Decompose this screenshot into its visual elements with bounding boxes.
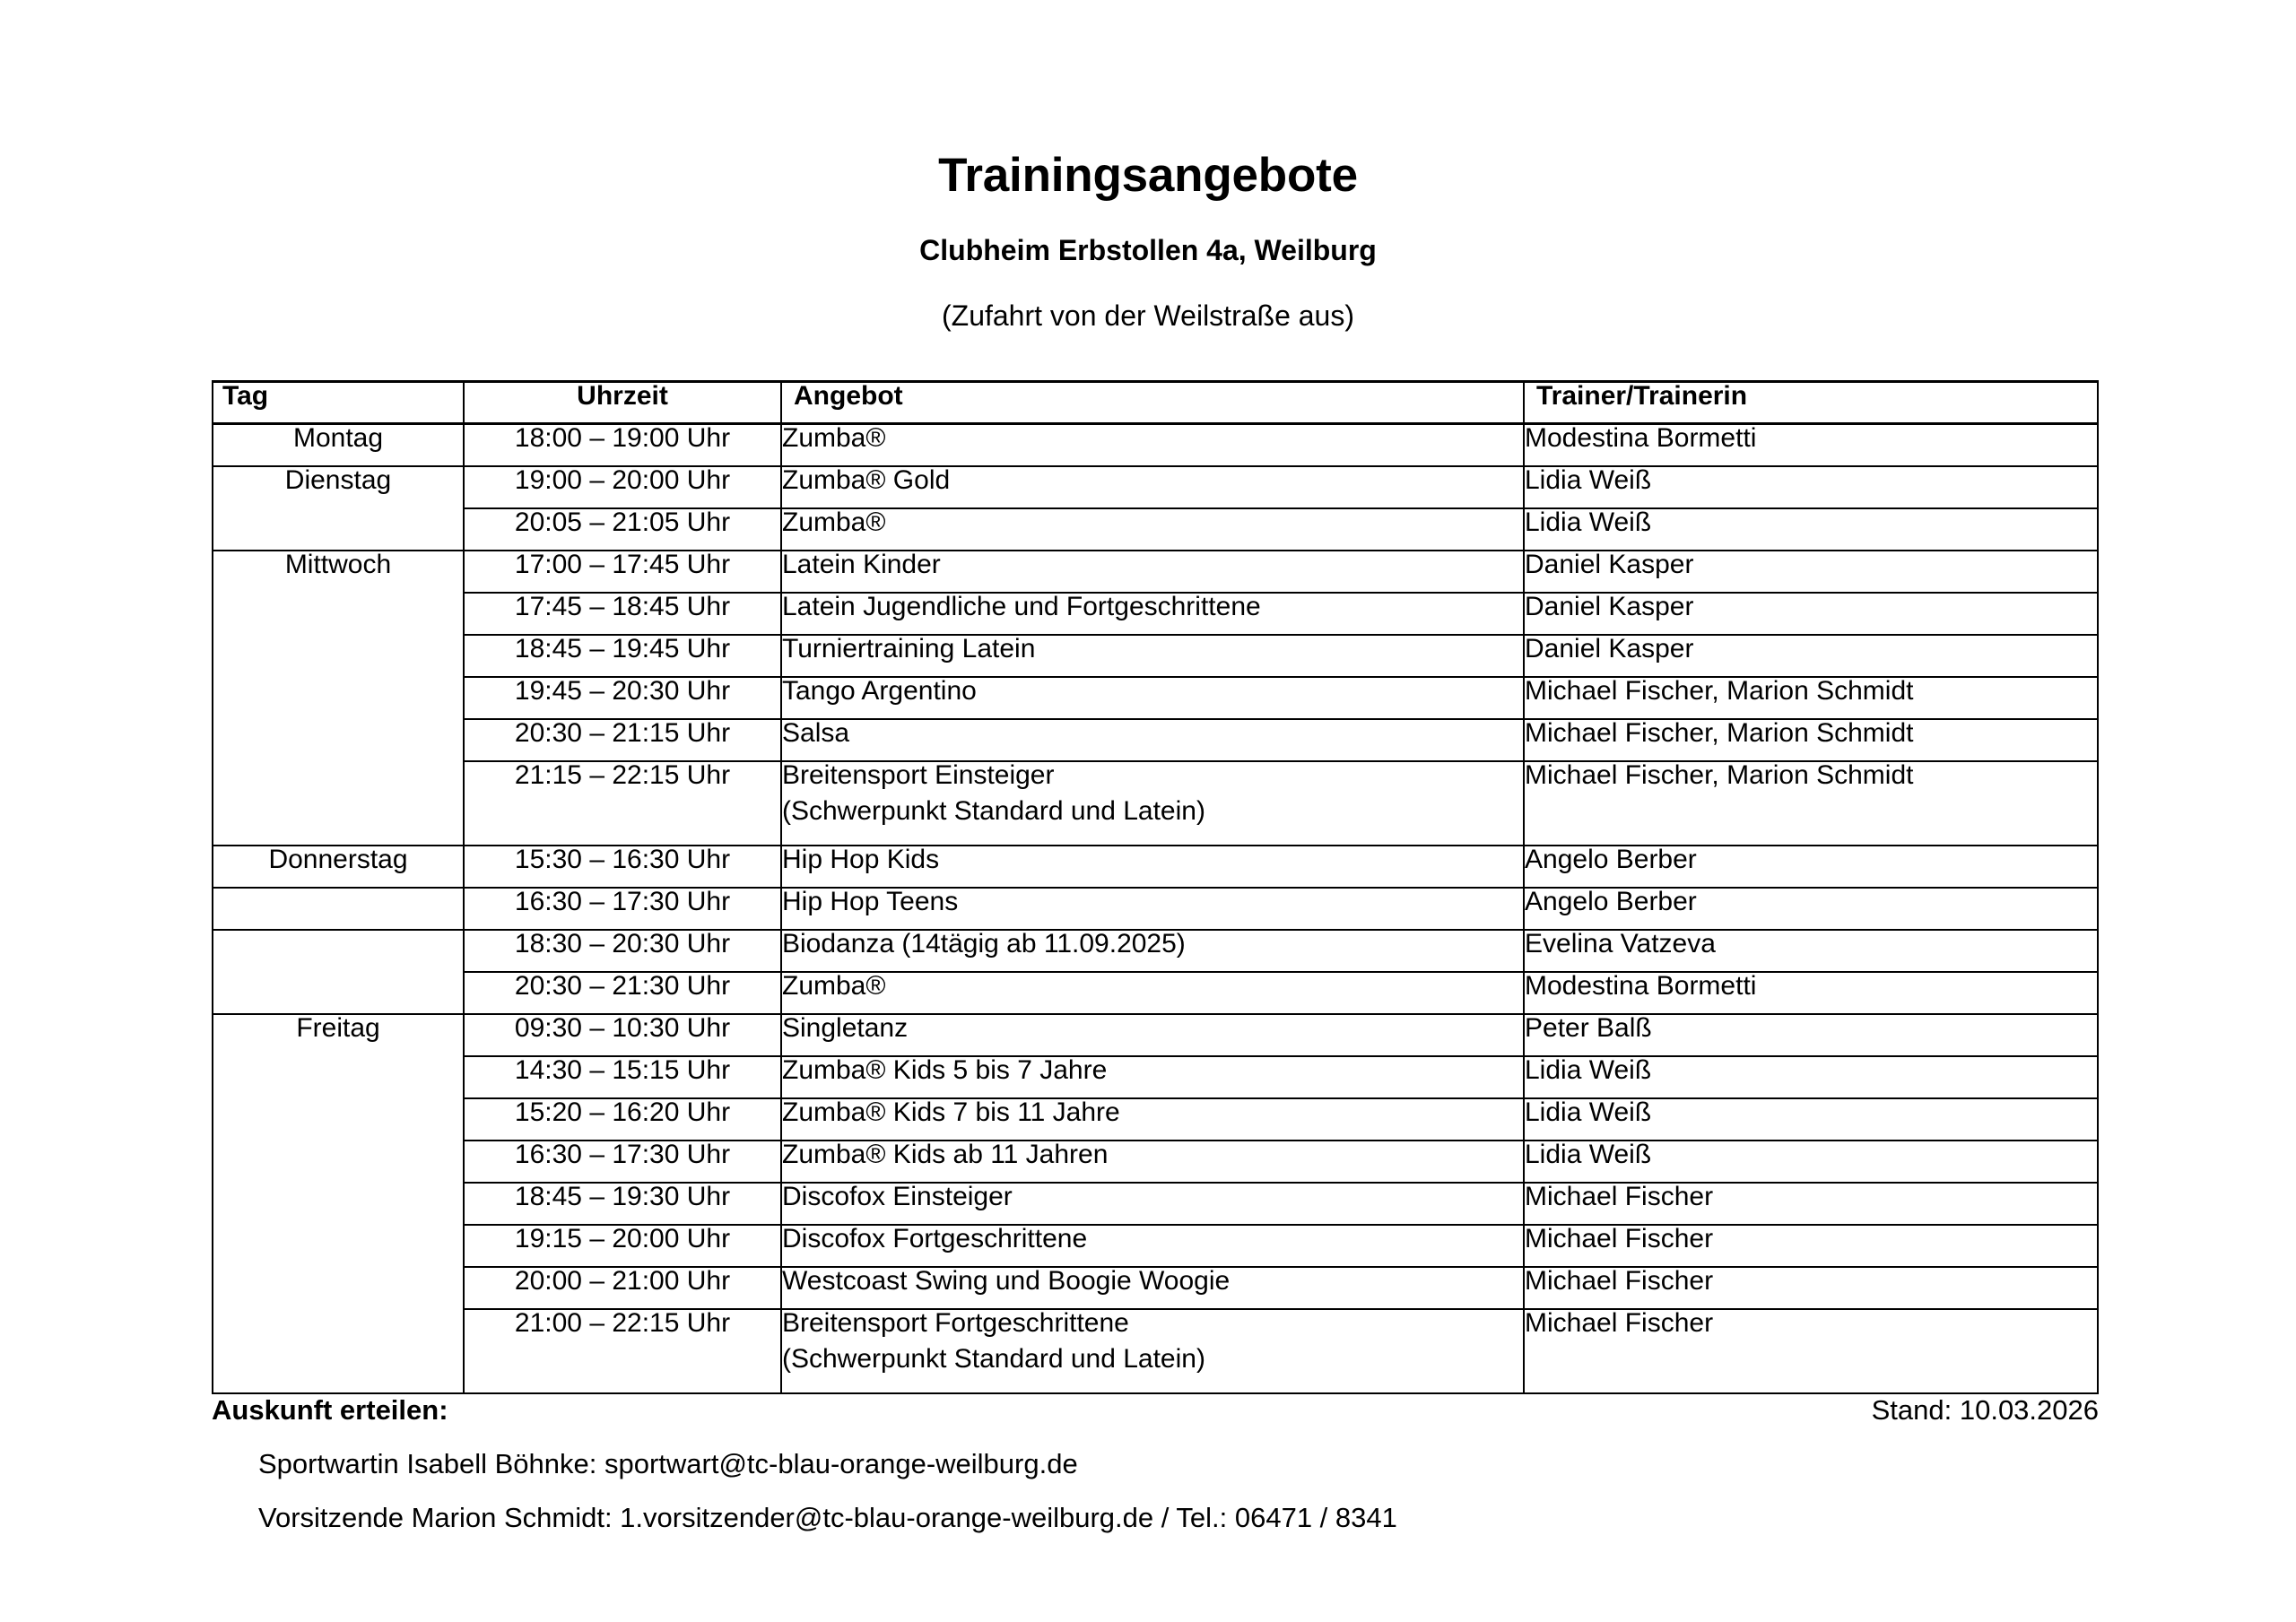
cell-trainer: Lidia Weiß [1524, 466, 2098, 508]
cell-trainer: Daniel Kasper [1524, 635, 2098, 677]
cell-trainer: Michael Fischer, Marion Schmidt [1524, 719, 2098, 761]
page-title: Trainingsangebote [938, 149, 1358, 202]
cell-uhrzeit: 14:30 – 15:15 Uhr [464, 1056, 781, 1098]
document-header [0, 0, 2296, 332]
cell-trainer: Michael Fischer, Marion Schmidt [1524, 677, 2098, 719]
table-row [213, 635, 2098, 677]
angebot-secondary: (Schwerpunkt Standard und Latein) [782, 795, 1205, 826]
table-row [213, 888, 2098, 930]
table-row [213, 761, 2098, 846]
day-cell-empty [213, 888, 464, 930]
cell-angebot [781, 972, 1524, 1014]
angebot-primary: Zumba® [782, 970, 886, 1001]
table-row [213, 972, 2098, 1014]
cell-uhrzeit: 21:15 – 22:15 Uhr [464, 761, 781, 846]
angebot-primary: Singletanz [782, 1012, 909, 1043]
cell-uhrzeit: 18:45 – 19:45 Uhr [464, 635, 781, 677]
cell-trainer: Modestina Bormetti [1524, 424, 2098, 466]
column-header-trainer: Trainer/Trainerin [1524, 382, 2098, 424]
cell-uhrzeit: 20:05 – 21:05 Uhr [464, 508, 781, 551]
cell-angebot [781, 593, 1524, 635]
day-cell-montag: Montag [213, 424, 464, 466]
angebot-primary: Turniertraining Latein [782, 633, 1036, 664]
cell-angebot [781, 719, 1524, 761]
table-header-row [213, 382, 2098, 424]
column-header-tag: Tag [213, 382, 464, 424]
cell-trainer: Evelina Vatzeva [1524, 930, 2098, 972]
footer-top-row [212, 1394, 2099, 1427]
cell-uhrzeit: 16:30 – 17:30 Uhr [464, 888, 781, 930]
angebot-primary: Tango Argentino [782, 675, 977, 706]
contact-line-sportwartin: Sportwartin Isabell Böhnke: sportwart@tc-blau-orange-weilburg.de [258, 1448, 1078, 1479]
angebot-primary: Discofox Fortgeschrittene [782, 1223, 1088, 1253]
cell-trainer: Michael Fischer [1524, 1267, 2098, 1309]
angebot-primary: Zumba® Kids ab 11 Jahren [782, 1139, 1109, 1169]
cell-angebot [781, 1309, 1524, 1393]
cell-angebot [781, 1098, 1524, 1141]
cell-uhrzeit: 16:30 – 17:30 Uhr [464, 1141, 781, 1183]
angebot-primary: Zumba® Gold [782, 464, 951, 495]
day-cell-empty [213, 930, 464, 1014]
angebot-primary: Hip Hop Teens [782, 886, 959, 916]
table-row [213, 1225, 2098, 1267]
table-row [213, 508, 2098, 551]
cell-angebot [781, 466, 1524, 508]
cell-angebot [781, 930, 1524, 972]
cell-uhrzeit: 18:00 – 19:00 Uhr [464, 424, 781, 466]
column-header-uhrzeit: Uhrzeit [464, 382, 781, 424]
cell-angebot [781, 1056, 1524, 1098]
table-row [213, 1183, 2098, 1225]
venue-subtitle: Clubheim Erbstollen 4a, Weilburg [919, 233, 1377, 266]
cell-uhrzeit: 18:30 – 20:30 Uhr [464, 930, 781, 972]
cell-angebot [781, 551, 1524, 593]
cell-uhrzeit: 19:15 – 20:00 Uhr [464, 1225, 781, 1267]
cell-uhrzeit: 15:20 – 16:20 Uhr [464, 1098, 781, 1141]
table-row [213, 593, 2098, 635]
angebot-primary: Zumba® Kids 7 bis 11 Jahre [782, 1097, 1120, 1127]
table-row [213, 677, 2098, 719]
column-header-angebot: Angebot [781, 382, 1524, 424]
cell-trainer: Lidia Weiß [1524, 1098, 2098, 1141]
cell-trainer: Michael Fischer [1524, 1225, 2098, 1267]
table-row [213, 1267, 2098, 1309]
angebot-primary: Zumba® [782, 423, 886, 453]
table-row [213, 1056, 2098, 1098]
cell-angebot [781, 1141, 1524, 1183]
cell-uhrzeit: 21:00 – 22:15 Uhr [464, 1309, 781, 1393]
angebot-secondary: (Schwerpunkt Standard und Latein) [782, 1343, 1205, 1374]
angebot-primary: Latein Jugendliche und Fortgeschrittene [782, 591, 1261, 621]
angebot-primary: Westcoast Swing und Boogie Woogie [782, 1265, 1231, 1296]
angebot-primary: Zumba® Kids 5 bis 7 Jahre [782, 1054, 1108, 1085]
cell-angebot [781, 761, 1524, 846]
table-row [213, 551, 2098, 593]
cell-trainer: Michael Fischer [1524, 1309, 2098, 1393]
cell-angebot [781, 888, 1524, 930]
cell-trainer: Peter Balß [1524, 1014, 2098, 1056]
angebot-primary: Zumba® [782, 507, 886, 537]
cell-trainer: Modestina Bormetti [1524, 972, 2098, 1014]
table-row [213, 1098, 2098, 1141]
cell-trainer: Lidia Weiß [1524, 508, 2098, 551]
cell-trainer: Angelo Berber [1524, 888, 2098, 930]
revision-date: Stand: 10.03.2026 [1871, 1394, 2099, 1426]
table-row [213, 1014, 2098, 1056]
angebot-primary: Discofox Einsteiger [782, 1181, 1013, 1211]
cell-uhrzeit: 18:45 – 19:30 Uhr [464, 1183, 781, 1225]
cell-angebot [781, 1014, 1524, 1056]
cell-angebot [781, 1267, 1524, 1309]
day-cell-freitag: Freitag [213, 1014, 464, 1393]
cell-trainer: Lidia Weiß [1524, 1141, 2098, 1183]
cell-angebot [781, 677, 1524, 719]
cell-uhrzeit: 17:45 – 18:45 Uhr [464, 593, 781, 635]
cell-trainer: Angelo Berber [1524, 846, 2098, 888]
table-row [213, 1141, 2098, 1183]
cell-uhrzeit: 20:30 – 21:15 Uhr [464, 719, 781, 761]
angebot-primary: Breitensport Einsteiger [782, 759, 1055, 790]
cell-uhrzeit: 20:30 – 21:30 Uhr [464, 972, 781, 1014]
day-cell-donnerstag: Donnerstag [213, 846, 464, 888]
cell-angebot [781, 424, 1524, 466]
day-cell-mittwoch: Mittwoch [213, 551, 464, 846]
cell-trainer: Michael Fischer, Marion Schmidt [1524, 761, 2098, 846]
cell-trainer: Michael Fischer [1524, 1183, 2098, 1225]
cell-uhrzeit: 19:45 – 20:30 Uhr [464, 677, 781, 719]
cell-angebot [781, 846, 1524, 888]
cell-angebot [781, 1183, 1524, 1225]
table-row [213, 424, 2098, 466]
cell-angebot [781, 1225, 1524, 1267]
table-row [213, 930, 2098, 972]
table-row [213, 846, 2098, 888]
cell-uhrzeit: 09:30 – 10:30 Uhr [464, 1014, 781, 1056]
angebot-primary: Latein Kinder [782, 549, 941, 579]
angebot-primary: Biodanza (14tägig ab 11.09.2025) [782, 928, 1186, 958]
cell-angebot [781, 508, 1524, 551]
cell-uhrzeit: 20:00 – 21:00 Uhr [464, 1267, 781, 1309]
schedule-table-container [212, 380, 2099, 1394]
schedule-table [212, 380, 2099, 1394]
cell-trainer: Daniel Kasper [1524, 593, 2098, 635]
angebot-primary: Hip Hop Kids [782, 844, 940, 874]
cell-uhrzeit: 19:00 – 20:00 Uhr [464, 466, 781, 508]
contact-heading: Auskunft erteilen: [212, 1394, 448, 1426]
contact-line-vorsitzende: Vorsitzende Marion Schmidt: 1.vorsitzender@tc-blau-orange-weilburg.de / Tel.: 06471 / 8341 [258, 1502, 1397, 1533]
angebot-primary: Breitensport Fortgeschrittene [782, 1307, 1129, 1338]
access-note: (Zufahrt von der Weilstraße aus) [941, 299, 1354, 332]
cell-trainer: Lidia Weiß [1524, 1056, 2098, 1098]
angebot-primary: Salsa [782, 717, 850, 748]
cell-angebot [781, 635, 1524, 677]
table-row [213, 1309, 2098, 1393]
cell-trainer: Daniel Kasper [1524, 551, 2098, 593]
day-cell-dienstag: Dienstag [213, 466, 464, 551]
document-footer [212, 1394, 2099, 1534]
table-row [213, 466, 2098, 508]
cell-uhrzeit: 17:00 – 17:45 Uhr [464, 551, 781, 593]
table-row [213, 719, 2098, 761]
cell-uhrzeit: 15:30 – 16:30 Uhr [464, 846, 781, 888]
